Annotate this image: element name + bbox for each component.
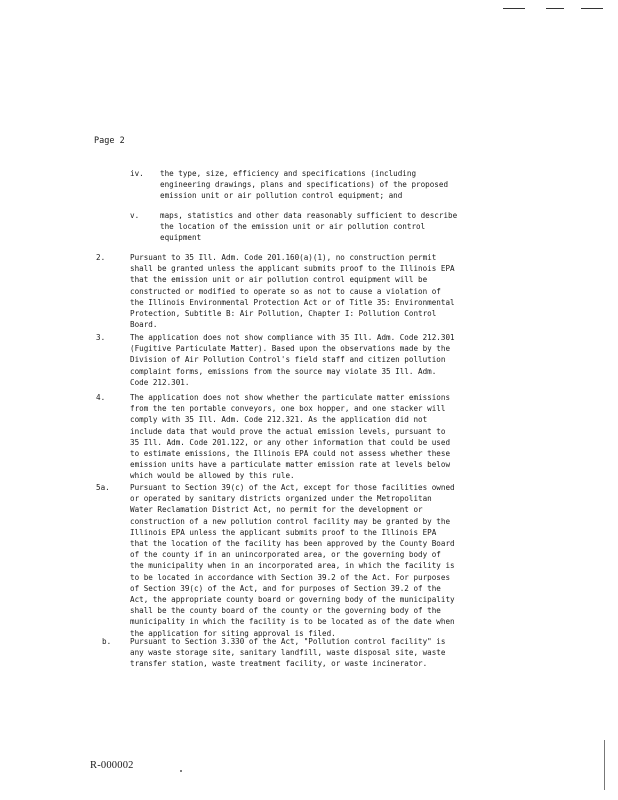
item-text: the type, size, efficiency and specifications (including engineering drawings, plans and specifications) of the proposed emission unit or air pollution control equipment; and xyxy=(160,169,449,201)
item-text: The application does not show whether the particulate matter emissions from the ten portable conveyors, one box hopper, and one stacker will comply with 35 Ill. Adm. Code 212.321. As the application did not include data that would prove the actual emission levels, pursuant to 35 Ill. Adm. Code 201.122, or any other information that could be used to estimate emissions, the Illinois EPA could not assess whether these emission units have a particulate matter emission rate at levels below which would be allowed by this rule. xyxy=(130,393,451,481)
scan-speck xyxy=(180,770,182,772)
item-text: Pursuant to Section 39(c) of the Act, except for those facilities owned or operated by sanitary districts organized under the Metropolitan Water Reclamation District Act, no permit for the development or construction of a new pollution control facility may be granted by the Illinois EPA unless the applicant submits proof to the Illinois EPA that the location of the facility has been approved by the County Board of the county if in an unincorporated area, or the governing body of the municipality when in an incorporated area, in which the facility is to be located in accordance with Section 39.2 of the Act. For purposes of Section 39(c) of the Act, and for purposes of Section 39.2 of the Act, the appropriate county board or governing body of the municipality shall be the county board of the county or the governing body of the municipality in which the facility is to be located as of the date when the application for siting approval is filed. xyxy=(130,483,455,638)
scan-mark xyxy=(503,8,525,9)
item-number: 2. xyxy=(96,253,106,262)
page-label: Page 2 xyxy=(94,136,125,146)
scan-mark xyxy=(581,8,603,9)
item-number: 5a. xyxy=(96,483,110,492)
item-number: iv. xyxy=(130,169,144,178)
item-text: The application does not show compliance with 35 Ill. Adm. Code 212.301 (Fugitive Particulate Matter). Based upon the observations made by the Division of Air Pollution Control's field staff and citizen pollution complaint forms, emissions from the source may violate 35 Ill. Adm. Code 212.301. xyxy=(130,333,455,387)
item-number: 3. xyxy=(96,333,106,342)
item-number: 4. xyxy=(96,393,106,402)
item-number: v. xyxy=(130,211,140,220)
item-text: Pursuant to 35 Ill. Adm. Code 201.160(a)(1), no construction permit shall be granted unless the applicant submits proof to the Illinois EPA that the emission unit or air pollution control equipment will be constructed or modified to operate so as not to cause a violation of the Illinois Environmental Protection Act or of Title 35: Environmental Protection, Subtitle B: Air Pollution, Chapter I: Pollution Control Board. xyxy=(130,253,455,330)
scan-mark xyxy=(604,740,605,790)
item-text: Pursuant to Section 3.330 of the Act, "Pollution control facility" is any waste storage site, sanitary landfill, waste disposal site, waste transfer station, waste treatment facility, or waste incinerator. xyxy=(130,637,446,669)
document-id: R-000002 xyxy=(90,760,134,771)
scan-mark xyxy=(546,8,564,9)
item-text: maps, statistics and other data reasonably sufficient to describe the location of the emission unit or air pollution control equipment xyxy=(160,211,458,243)
item-number: b. xyxy=(102,637,112,646)
